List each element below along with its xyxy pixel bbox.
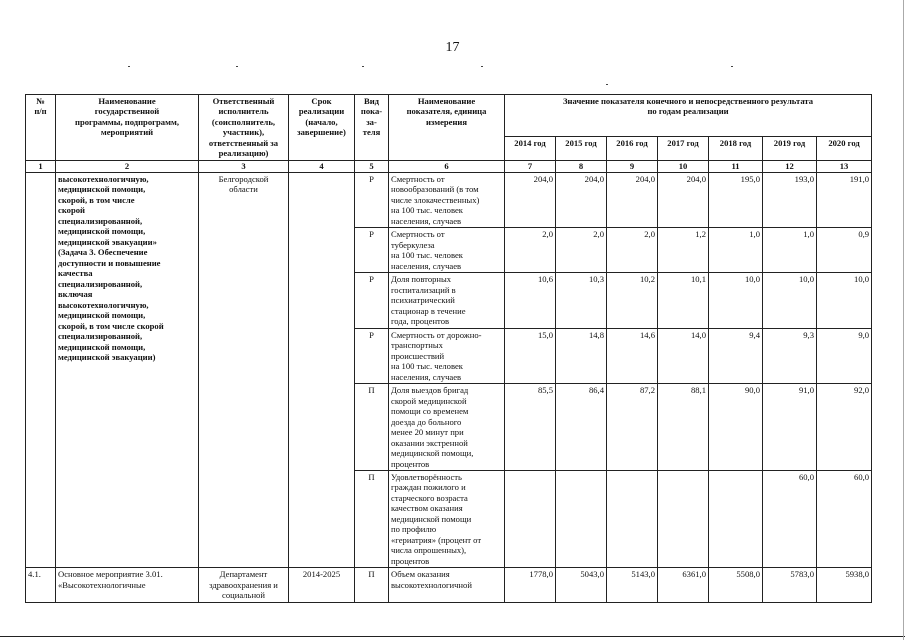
- value-2014: 2,0: [505, 228, 556, 273]
- program-name-cell: высокотехнологичную, медицинской помощи, скорой, в том числе скорой специализированной, медицинской помощи, медицинской эвакуации» (Задача 3. Обеспечение доступности и повышение качества специализированной, включая высокотехнологичную, медицинской помощи, скорой, в том числе скорой специализированной, медицинской помощи, медицинской эвакуации): [56, 172, 199, 567]
- value-2016: 204,0: [607, 172, 658, 227]
- header-type: Вид пока- за- теля: [355, 95, 389, 161]
- value-2020: 10,0: [817, 273, 872, 328]
- header-year-2018: 2018 год: [709, 137, 763, 161]
- indicator-name: Доля повторных госпитализаций в психиатрический стационар в течение года, процентов: [389, 273, 505, 328]
- indicator-name: Смертность от туберкулеза на 100 тыс. человек населения, случаев: [389, 228, 505, 273]
- value-2015: 10,3: [556, 273, 607, 328]
- column-number: 10: [658, 160, 709, 172]
- executor-cell: Белгородской области: [199, 172, 289, 567]
- value-2014: 204,0: [505, 172, 556, 227]
- value-2016: [607, 470, 658, 567]
- value-2015: 14,8: [556, 328, 607, 383]
- value-2018: 195,0: [709, 172, 763, 227]
- value-2017: 88,1: [658, 384, 709, 471]
- value-2020: 9,0: [817, 328, 872, 383]
- value-2019: 60,0: [763, 470, 817, 567]
- value-2020: 191,0: [817, 172, 872, 227]
- value-2019: 5783,0: [763, 568, 817, 602]
- value-2018: 9,4: [709, 328, 763, 383]
- value-2016: 14,6: [607, 328, 658, 383]
- header-row-1: [26, 95, 872, 137]
- page-number: 17: [445, 40, 460, 55]
- value-2017: 204,0: [658, 172, 709, 227]
- header-term: Срок реализации (начало, завершение): [289, 95, 355, 161]
- header-executor: Ответственный исполнитель (соисполнитель, участник), ответственный за реализацию): [199, 95, 289, 161]
- value-2019: 193,0: [763, 172, 817, 227]
- value-2016: 5143,0: [607, 568, 658, 602]
- value-2015: 5043,0: [556, 568, 607, 602]
- term-cell: 2014-2025: [289, 568, 355, 602]
- value-2018: 1,0: [709, 228, 763, 273]
- value-2019: 9,3: [763, 328, 817, 383]
- header-year-2020: 2020 год: [817, 137, 872, 161]
- column-number: 11: [709, 160, 763, 172]
- value-2014: 1778,0: [505, 568, 556, 602]
- value-2014: 15,0: [505, 328, 556, 383]
- column-number: 1: [26, 160, 56, 172]
- value-2015: [556, 470, 607, 567]
- value-2018: 5508,0: [709, 568, 763, 602]
- value-2019: 91,0: [763, 384, 817, 471]
- indicator-name: Доля выездов бригад скорой медицинской помощи со временем доезда до больного менее 20 минут при оказании экстренной медицинской помощи, процентов: [389, 384, 505, 471]
- indicator-type: П: [355, 384, 389, 471]
- indicator-type: Р: [355, 172, 389, 227]
- value-2015: 204,0: [556, 172, 607, 227]
- column-number: 2: [56, 160, 199, 172]
- indicator-name: Смертность от новообразований (в том числе злокачественных) на 100 тыс. человек населения, случаев: [389, 172, 505, 227]
- value-2020: 60,0: [817, 470, 872, 567]
- table-row: [26, 172, 872, 227]
- executor-cell: Департамент здравоохранения и социальной: [199, 568, 289, 602]
- value-2017: [658, 470, 709, 567]
- indicator-name: Удовлетворённость граждан пожилого и старческого возраста качеством оказания медицинской помощи по профилю «гериатрия» (процент от числа опрошенных), процентов: [389, 470, 505, 567]
- column-number: 3: [199, 160, 289, 172]
- column-number-row: [26, 160, 872, 172]
- value-2015: 2,0: [556, 228, 607, 273]
- term-cell: [289, 172, 355, 567]
- value-2017: 6361,0: [658, 568, 709, 602]
- scan-specks: [0, 66, 905, 72]
- value-2020: 0,9: [817, 228, 872, 273]
- header-year-2017: 2017 год: [658, 137, 709, 161]
- column-number: 13: [817, 160, 872, 172]
- value-2014: 10,6: [505, 273, 556, 328]
- header-program: Наименование государственной программы, подпрограмм, мероприятий: [56, 95, 199, 161]
- column-number: 12: [763, 160, 817, 172]
- value-2019: 1,0: [763, 228, 817, 273]
- header-year-2019: 2019 год: [763, 137, 817, 161]
- table-row: [26, 568, 872, 602]
- column-number: 9: [607, 160, 658, 172]
- program-name-cell: Основное мероприятие 3.01. «Высокотехнологичные: [56, 568, 199, 602]
- value-2019: 10,0: [763, 273, 817, 328]
- header-year-2015: 2015 год: [556, 137, 607, 161]
- column-number: 5: [355, 160, 389, 172]
- value-2016: 87,2: [607, 384, 658, 471]
- indicator-type: П: [355, 568, 389, 602]
- value-2017: 1,2: [658, 228, 709, 273]
- header-values-group: Значение показателя конечного и непосредственного результата по годам реализации: [505, 95, 872, 137]
- header-num: № п/п: [26, 95, 56, 161]
- value-2020: 92,0: [817, 384, 872, 471]
- column-number: 8: [556, 160, 607, 172]
- row-num-cell: [26, 172, 56, 567]
- value-2018: 10,0: [709, 273, 763, 328]
- value-2014: 85,5: [505, 384, 556, 471]
- value-2015: 86,4: [556, 384, 607, 471]
- value-2016: 10,2: [607, 273, 658, 328]
- value-2014: [505, 470, 556, 567]
- indicator-type: Р: [355, 228, 389, 273]
- header-year-2014: 2014 год: [505, 137, 556, 161]
- value-2017: 14,0: [658, 328, 709, 383]
- indicators-table: [25, 94, 872, 603]
- indicator-name: Смертность от дорожно- транспортных происшествий на 100 тыс. человек населения, случаев: [389, 328, 505, 383]
- scan-bottom-edge: [0, 636, 905, 637]
- column-number: 4: [289, 160, 355, 172]
- value-2017: 10,1: [658, 273, 709, 328]
- indicator-type: Р: [355, 328, 389, 383]
- header-indicator: Наименование показателя, единица измерения: [389, 95, 505, 161]
- column-number: 6: [389, 160, 505, 172]
- indicator-type: Р: [355, 273, 389, 328]
- column-number: 7: [505, 160, 556, 172]
- indicator-name: Объем оказания высокотехнологичной: [389, 568, 505, 602]
- value-2018: [709, 470, 763, 567]
- value-2020: 5938,0: [817, 568, 872, 602]
- indicator-type: П: [355, 470, 389, 567]
- header-year-2016: 2016 год: [607, 137, 658, 161]
- row-num-cell: 4.1.: [26, 568, 56, 602]
- value-2018: 90,0: [709, 384, 763, 471]
- value-2016: 2,0: [607, 228, 658, 273]
- scan-right-edge: [903, 0, 904, 640]
